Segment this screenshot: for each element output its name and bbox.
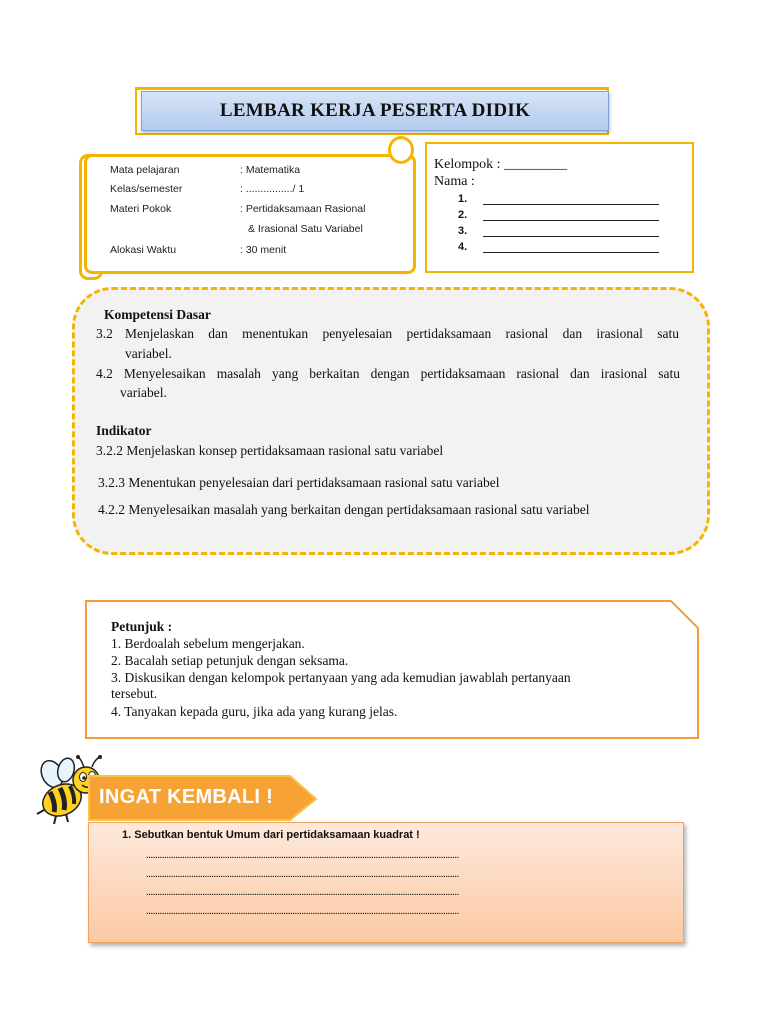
- page-title: LEMBAR KERJA PESERTA DIDIK: [141, 91, 609, 131]
- scroll-curl-right: [388, 136, 414, 164]
- info-value-time: : 30 menit: [240, 244, 287, 256]
- indicator-item: 4.2.2 Menyelesaikan masalah yang berkaitan dengan pertidaksamaan rasional satu variabel: [98, 502, 590, 517]
- answer-line[interactable]: ...........................................................................................................................................: [146, 886, 459, 898]
- indicator-item: 3.2.2 Menjelaskan konsep pertidaksamaan rasional satu variabel: [96, 443, 444, 458]
- group-label: Kelompok : _________: [434, 157, 567, 172]
- info-label-topic: Materi Pokok: [110, 203, 172, 215]
- instruction-item: 1. Berdoalah sebelum mengerjakan.: [111, 636, 305, 651]
- answer-line[interactable]: ...........................................................................................................................................: [146, 868, 459, 880]
- kd-text-cont: variabel.: [120, 385, 167, 400]
- instructions-heading: Petunjuk :: [111, 619, 173, 634]
- info-value-subject: : Matematika: [240, 164, 301, 176]
- name-label: Nama :: [434, 174, 475, 189]
- indicator-heading: Indikator: [96, 423, 152, 438]
- member-line[interactable]: [483, 240, 659, 253]
- kd-text: 4.2 Menyelesaikan masalah yang berkaitan dengan pertidaksamaan rasional dan irasional satu: [96, 366, 680, 381]
- info-value-topic: : Pertidaksamaan Rasional: [240, 203, 366, 215]
- info-value-class: : ................/ 1: [240, 183, 305, 195]
- indicator-item: 3.2.3 Menentukan penyelesaian dari pertidaksamaan rasional satu variabel: [98, 475, 500, 490]
- member-line[interactable]: [483, 224, 659, 237]
- info-label-subject: Mata pelajaran: [110, 164, 180, 176]
- member-line[interactable]: [483, 208, 659, 221]
- member-number: 4.: [458, 241, 468, 253]
- kd-text: Menjelaskan dan menentukan penyelesaian pertidaksamaan rasional dan irasional satu: [125, 326, 679, 341]
- member-number: 1.: [458, 193, 468, 205]
- member-number: 2.: [458, 209, 468, 221]
- member-number: 3.: [458, 225, 468, 237]
- kd-number: 3.2: [96, 326, 113, 341]
- remember-banner-text: INGAT KEMBALI !: [99, 786, 274, 808]
- question-text: 1. Sebutkan bentuk Umum dari pertidaksamaan kuadrat !: [122, 829, 420, 841]
- member-line[interactable]: [483, 192, 659, 205]
- answer-line[interactable]: ...........................................................................................................................................: [146, 905, 459, 917]
- kd-text-cont: variabel.: [125, 346, 172, 361]
- info-value-topic-cont: & Irasional Satu Variabel: [248, 223, 363, 235]
- competency-heading: Kompetensi Dasar: [104, 307, 211, 322]
- instruction-item: 4. Tanyakan kepada guru, jika ada yang kurang jelas.: [111, 704, 398, 719]
- instruction-item: 3. Diskusikan dengan kelompok pertanyaan yang ada kemudian jawablah pertanyaan: [111, 670, 571, 685]
- instruction-item-cont: tersebut.: [111, 686, 158, 701]
- answer-line[interactable]: ...........................................................................................................................................: [146, 849, 459, 861]
- info-label-time: Alokasi Waktu: [110, 244, 177, 256]
- instruction-item: 2. Bacalah setiap petunjuk dengan seksama.: [111, 653, 349, 668]
- info-label-class: Kelas/semester: [110, 183, 183, 195]
